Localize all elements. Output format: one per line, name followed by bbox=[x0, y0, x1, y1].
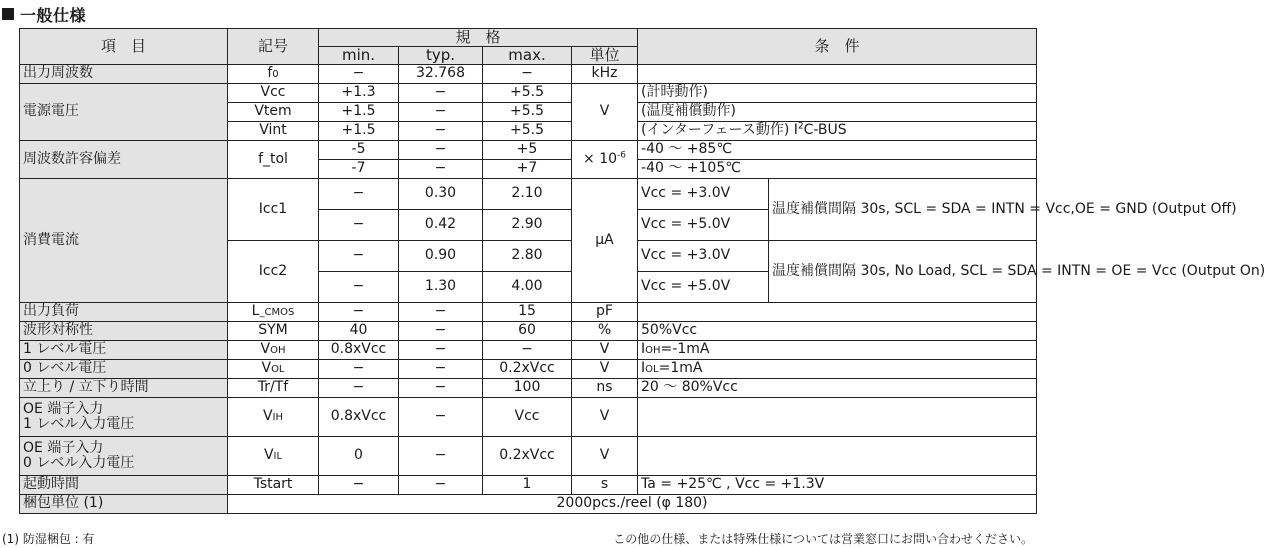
header-unit: 単位 bbox=[572, 47, 638, 65]
condition-cell: -40 ～ +105℃ bbox=[638, 160, 1037, 179]
table-row bbox=[20, 341, 1037, 360]
typ-cell: 0.90 bbox=[399, 241, 483, 272]
min-cell: − bbox=[319, 303, 399, 322]
min-cell: − bbox=[319, 360, 399, 379]
condition-note-cell: 温度補償間隔 30s, SCL = SDA = INTN = Vcc,OE = GND (Output Off) bbox=[769, 179, 1037, 241]
symbol-cell: Icc2 bbox=[228, 241, 319, 303]
vcc-condition-cell: Vcc = +3.0V bbox=[638, 241, 769, 272]
min-cell: -7 bbox=[319, 160, 399, 179]
header-max: max. bbox=[483, 47, 572, 65]
item-cell: OE 端子入力 0 レベル入力電圧 bbox=[20, 437, 228, 476]
symbol-cell: VOL bbox=[228, 360, 319, 379]
min-cell: +1.5 bbox=[319, 103, 399, 122]
item-cell: 1 レベル電圧 bbox=[20, 341, 228, 360]
item-cell: 電源電圧 bbox=[20, 84, 228, 141]
condition-cell: IOH=-1mA bbox=[638, 341, 1037, 360]
header-symbol: 記号 bbox=[228, 29, 319, 65]
table-row bbox=[20, 476, 1037, 495]
vcc-condition-cell: Vcc = +3.0V bbox=[638, 179, 769, 210]
table-row bbox=[20, 303, 1037, 322]
typ-cell: − bbox=[399, 103, 483, 122]
unit-cell: s bbox=[572, 476, 638, 495]
max-cell: − bbox=[483, 341, 572, 360]
symbol-cell: Tstart bbox=[228, 476, 319, 495]
condition-cell: -40 ～ +85℃ bbox=[638, 141, 1037, 160]
item-cell: 立上り / 立下り時間 bbox=[20, 379, 228, 398]
condition-cell bbox=[638, 437, 1037, 476]
max-cell: 100 bbox=[483, 379, 572, 398]
table-row bbox=[20, 360, 1037, 379]
typ-cell: − bbox=[399, 437, 483, 476]
item-cell: 出力負荷 bbox=[20, 303, 228, 322]
typ-cell: − bbox=[399, 322, 483, 341]
max-cell: +5.5 bbox=[483, 122, 572, 141]
typ-cell: − bbox=[399, 303, 483, 322]
item-cell: 出力周波数 bbox=[20, 65, 228, 84]
typ-cell: − bbox=[399, 398, 483, 437]
typ-cell: − bbox=[399, 84, 483, 103]
section-title bbox=[2, 3, 86, 25]
table-row bbox=[20, 322, 1037, 341]
packing-value-cell: 2000pcs./reel (φ 180) bbox=[228, 495, 1037, 514]
unit-cell: ns bbox=[572, 379, 638, 398]
contact-note: この他の仕様、または特殊仕様については営業窓口にお問い合わせください。 bbox=[613, 532, 1033, 546]
symbol-cell: L_CMOS bbox=[228, 303, 319, 322]
vcc-condition-cell: Vcc = +5.0V bbox=[638, 210, 769, 241]
min-cell: − bbox=[319, 476, 399, 495]
condition-cell: 50%Vcc bbox=[638, 322, 1037, 341]
table-row bbox=[20, 179, 1037, 210]
table-row bbox=[20, 495, 1037, 514]
unit-cell: V bbox=[572, 398, 638, 437]
table-row bbox=[20, 379, 1037, 398]
symbol-cell: f_tol bbox=[228, 141, 319, 179]
condition-cell: IOL=1mA bbox=[638, 360, 1037, 379]
symbol-cell: Icc1 bbox=[228, 179, 319, 241]
max-cell: 15 bbox=[483, 303, 572, 322]
symbol-cell: SYM bbox=[228, 322, 319, 341]
max-cell: +7 bbox=[483, 160, 572, 179]
min-cell: 0.8xVcc bbox=[319, 341, 399, 360]
footnote: (1) 防湿梱包 : 有 bbox=[2, 532, 95, 546]
typ-cell: 0.30 bbox=[399, 179, 483, 210]
min-cell: +1.3 bbox=[319, 84, 399, 103]
typ-cell: − bbox=[399, 160, 483, 179]
symbol-cell: Vint bbox=[228, 122, 319, 141]
condition-cell: (計時動作) bbox=[638, 84, 1037, 103]
item-cell: 消費電流 bbox=[20, 179, 228, 303]
table-row bbox=[20, 84, 1037, 103]
condition-cell bbox=[638, 65, 1037, 84]
condition-cell: Ta = +25℃ , Vcc = +1.3V bbox=[638, 476, 1037, 495]
min-cell: -5 bbox=[319, 141, 399, 160]
symbol-cell: VIL bbox=[228, 437, 319, 476]
square-bullet-icon bbox=[2, 8, 14, 20]
min-cell: − bbox=[319, 65, 399, 84]
unit-cell: % bbox=[572, 322, 638, 341]
min-cell: +1.5 bbox=[319, 122, 399, 141]
spec-table bbox=[19, 28, 1265, 514]
max-cell: +5.5 bbox=[483, 103, 572, 122]
typ-cell: 0.42 bbox=[399, 210, 483, 241]
unit-cell: μA bbox=[572, 179, 638, 303]
table-row bbox=[20, 398, 1037, 437]
max-cell: 0.2xVcc bbox=[483, 360, 572, 379]
min-cell: 40 bbox=[319, 322, 399, 341]
max-cell: 2.80 bbox=[483, 241, 572, 272]
max-cell: +5.5 bbox=[483, 84, 572, 103]
header-row-1 bbox=[20, 29, 1037, 47]
max-cell: Vcc bbox=[483, 398, 572, 437]
min-cell: − bbox=[319, 241, 399, 272]
symbol-cell: VIH bbox=[228, 398, 319, 437]
table-row bbox=[20, 65, 1037, 84]
typ-cell: 32.768 bbox=[399, 65, 483, 84]
unit-cell: × $10^{-6}$ bbox=[572, 141, 638, 179]
typ-cell: 1.30 bbox=[399, 272, 483, 303]
condition-cell bbox=[638, 303, 1037, 322]
header-condition: 条 件 bbox=[638, 29, 1037, 65]
typ-cell: − bbox=[399, 379, 483, 398]
item-cell: 梱包単位 (1) bbox=[20, 495, 228, 514]
max-cell: +5 bbox=[483, 141, 572, 160]
max-cell: 0.2xVcc bbox=[483, 437, 572, 476]
symbol-cell: Vtem bbox=[228, 103, 319, 122]
max-cell: 2.10 bbox=[483, 179, 572, 210]
unit-cell: V bbox=[572, 437, 638, 476]
item-cell: 波形対称性 bbox=[20, 322, 228, 341]
unit-cell: kHz bbox=[572, 65, 638, 84]
symbol-cell: f0 bbox=[228, 65, 319, 84]
min-cell: − bbox=[319, 210, 399, 241]
min-cell: 0.8xVcc bbox=[319, 398, 399, 437]
unit-cell: V bbox=[572, 341, 638, 360]
min-cell: 0 bbox=[319, 437, 399, 476]
unit-cell: V bbox=[572, 84, 638, 141]
condition-note-cell: 温度補償間隔 30s, No Load, SCL = SDA = INTN = OE = Vcc (Output On) bbox=[769, 241, 1037, 303]
item-cell: 起動時間 bbox=[20, 476, 228, 495]
condition-cell: (温度補償動作) bbox=[638, 103, 1037, 122]
max-cell: 4.00 bbox=[483, 272, 572, 303]
condition-cell: (インターフェース動作) $I^2C$-BUS bbox=[638, 122, 1037, 141]
table-row bbox=[20, 437, 1037, 476]
unit-cell: pF bbox=[572, 303, 638, 322]
symbol-cell: VOH bbox=[228, 341, 319, 360]
typ-cell: − bbox=[399, 341, 483, 360]
condition-cell bbox=[638, 398, 1037, 437]
condition-cell: 20 ～ 80%Vcc bbox=[638, 379, 1037, 398]
header-spec: 規 格 bbox=[319, 29, 638, 47]
symbol-cell: Tr/Tf bbox=[228, 379, 319, 398]
item-cell: OE 端子入力 1 レベル入力電圧 bbox=[20, 398, 228, 437]
item-cell: 周波数許容偏差 bbox=[20, 141, 228, 179]
section-title-text: 一般仕様 bbox=[20, 5, 87, 25]
min-cell: − bbox=[319, 179, 399, 210]
typ-cell: − bbox=[399, 360, 483, 379]
max-cell: − bbox=[483, 65, 572, 84]
max-cell: 2.90 bbox=[483, 210, 572, 241]
table-row bbox=[20, 141, 1037, 160]
min-cell: − bbox=[319, 379, 399, 398]
vcc-condition-cell: Vcc = +5.0V bbox=[638, 272, 769, 303]
max-cell: 1 bbox=[483, 476, 572, 495]
header-item: 項 目 bbox=[20, 29, 228, 65]
item-cell: 0 レベル電圧 bbox=[20, 360, 228, 379]
min-cell: − bbox=[319, 272, 399, 303]
header-min: min. bbox=[319, 47, 399, 65]
header-typ: typ. bbox=[399, 47, 483, 65]
typ-cell: − bbox=[399, 141, 483, 160]
unit-cell: V bbox=[572, 360, 638, 379]
typ-cell: − bbox=[399, 122, 483, 141]
max-cell: 60 bbox=[483, 322, 572, 341]
symbol-cell: Vcc bbox=[228, 84, 319, 103]
typ-cell: − bbox=[399, 476, 483, 495]
